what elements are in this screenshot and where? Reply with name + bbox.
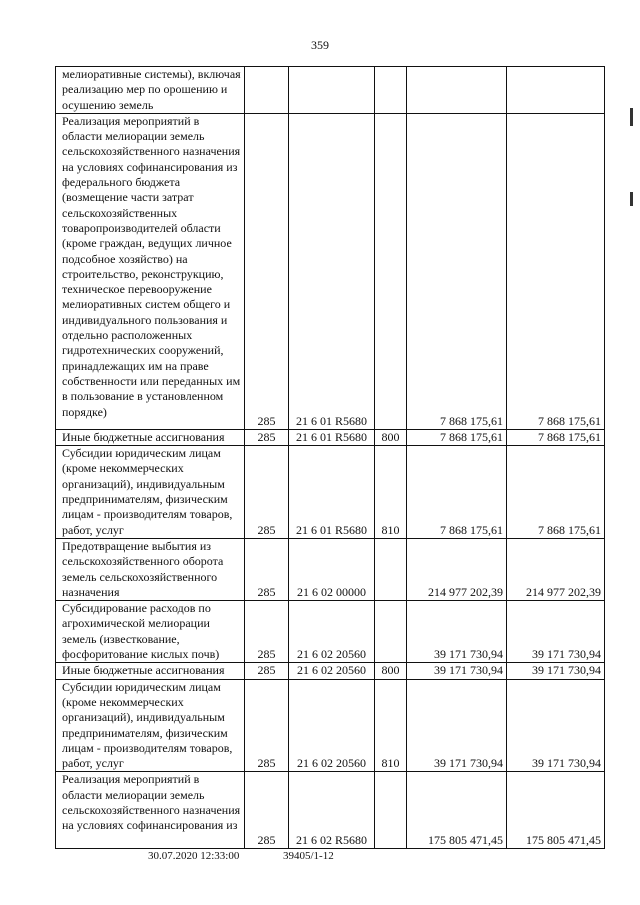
vr-cell: 810 (375, 679, 407, 772)
vr-cell: 810 (375, 446, 407, 539)
table-row (56, 113, 605, 429)
vr-cell: 800 (375, 429, 407, 445)
ved-cell: 285 (245, 601, 289, 663)
amount-cell: 214 977 202,39 (407, 538, 507, 600)
amount-cell: 39 171 730,94 (507, 663, 605, 679)
budget-table (55, 66, 605, 849)
vr-cell (375, 538, 407, 600)
scan-edge-mark (630, 108, 633, 126)
vr-cell: 800 (375, 663, 407, 679)
table-row (56, 772, 605, 849)
csr-cell (289, 67, 375, 114)
csr-cell: 21 6 02 R5680 (289, 772, 375, 849)
vr-cell (375, 67, 407, 114)
table-row (56, 538, 605, 600)
ved-cell (245, 67, 289, 114)
amount-cell: 39 171 730,94 (407, 663, 507, 679)
amount-cell: 175 805 471,45 (407, 772, 507, 849)
row-name: Предотвращение выбытия из сельскохозяйственного оборота земель сельскохозяйственного назначения (56, 538, 245, 600)
vr-cell (375, 113, 407, 429)
ved-cell: 285 (245, 446, 289, 539)
table-row (56, 446, 605, 539)
ved-cell: 285 (245, 113, 289, 429)
ved-cell: 285 (245, 679, 289, 772)
csr-cell: 21 6 01 R5680 (289, 113, 375, 429)
amount-cell: 7 868 175,61 (407, 429, 507, 445)
ved-cell: 285 (245, 663, 289, 679)
csr-cell: 21 6 01 R5680 (289, 446, 375, 539)
table-row (56, 679, 605, 772)
table-row (56, 67, 605, 114)
footer-doc-code: 39405/1-12 (283, 850, 334, 862)
ved-cell: 285 (245, 538, 289, 600)
row-name: Иные бюджетные ассигнования (56, 429, 245, 445)
amount-cell: 175 805 471,45 (507, 772, 605, 849)
ved-cell: 285 (245, 429, 289, 445)
amount-cell: 7 868 175,61 (507, 429, 605, 445)
row-name: Иные бюджетные ассигнования (56, 663, 245, 679)
amount-cell (507, 67, 605, 114)
row-name: Субсидии юридическим лицам (кроме некоммерческих организаций), индивидуальным предпринимателям, физическим лицам - производителям товаров, работ, услуг (56, 446, 245, 539)
amount-cell: 7 868 175,61 (407, 113, 507, 429)
table-row (56, 663, 605, 679)
row-name: мелиоративные системы), включая реализацию мер по орошению и осушению земель (56, 67, 245, 114)
vr-cell (375, 601, 407, 663)
amount-cell: 39 171 730,94 (407, 679, 507, 772)
page-number: 359 (311, 38, 329, 52)
vr-cell (375, 772, 407, 849)
footer-datetime: 30.07.2020 12:33:00 (148, 850, 240, 862)
table-row (56, 601, 605, 663)
amount-cell: 7 868 175,61 (407, 446, 507, 539)
amount-cell: 39 171 730,94 (507, 601, 605, 663)
csr-cell: 21 6 02 20560 (289, 663, 375, 679)
amount-cell: 7 868 175,61 (507, 446, 605, 539)
csr-cell: 21 6 02 00000 (289, 538, 375, 600)
amount-cell: 39 171 730,94 (407, 601, 507, 663)
amount-cell (407, 67, 507, 114)
row-name: Реализация мероприятий в области мелиорации земель сельскохозяйственного назначения на условиях софинансирования из федерального бюджета (возмещение части затрат сельскохозяйственных товаропроизводителей области (кроме граждан, ведущих личное подсобное хозяйство) на строительство, реконструкцию, техническое перевооружение мелиоративных систем общего и индивидуального пользования и отдельно расположенных гидротехнических сооружений, принадлежащих им на праве собственности или переданных им в пользование в установленном порядке) (56, 113, 245, 429)
row-name: Субсидирование расходов по агрохимической мелиорации земель (известкование, фосфоритование кислых почв) (56, 601, 245, 663)
row-name: Субсидии юридическим лицам (кроме некоммерческих организаций), индивидуальным предпринимателям, физическим лицам - производителям товаров, работ, услуг (56, 679, 245, 772)
amount-cell: 214 977 202,39 (507, 538, 605, 600)
csr-cell: 21 6 02 20560 (289, 679, 375, 772)
scan-edge-mark (630, 192, 633, 206)
amount-cell: 39 171 730,94 (507, 679, 605, 772)
row-name: Реализация мероприятий в области мелиорации земель сельскохозяйственного назначения на условиях софинансирования из (56, 772, 245, 849)
amount-cell: 7 868 175,61 (507, 113, 605, 429)
ved-cell: 285 (245, 772, 289, 849)
csr-cell: 21 6 01 R5680 (289, 429, 375, 445)
table-row (56, 429, 605, 445)
csr-cell: 21 6 02 20560 (289, 601, 375, 663)
